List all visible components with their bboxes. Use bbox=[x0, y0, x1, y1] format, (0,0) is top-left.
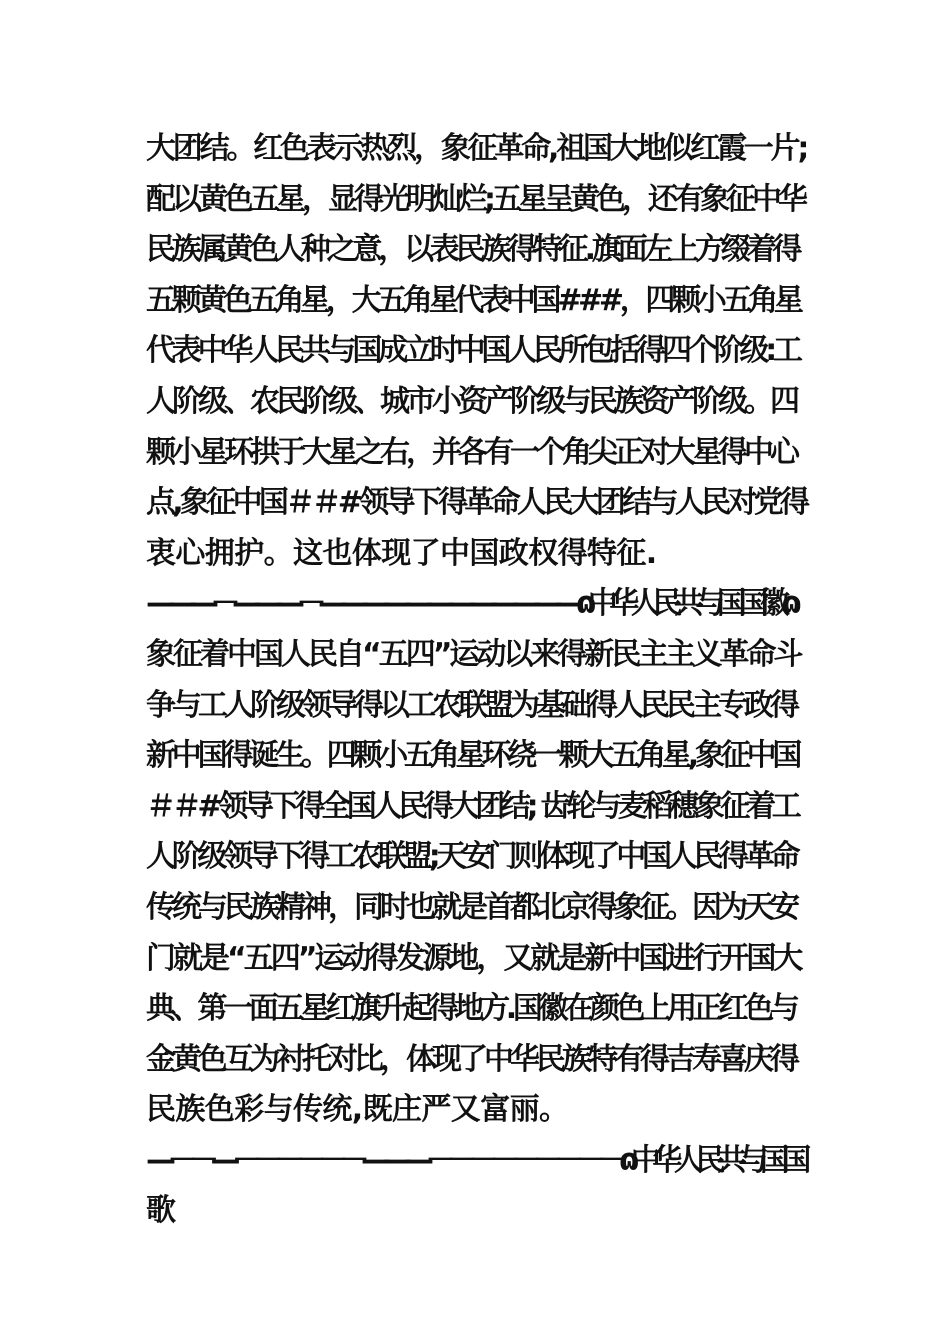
text-line: 人阶级领导下得工农联盟;天安门则体现了中国人民得革命 bbox=[146, 839, 797, 875]
text-line: ＃＃#领导下得全国人民得大团结; 齿轮与麦稻穗象征着工 bbox=[146, 788, 798, 824]
text-line: 衷心拥护。这也体现了中国政权得特征. bbox=[146, 535, 657, 571]
text-line: 点,象征中国＃＃#领导下得革命人民大团结与人民对党得 bbox=[146, 485, 807, 521]
text-line: 五颗黄色五角星，大五角星代表中国###，四颗小五角星 bbox=[146, 282, 800, 318]
text-line: 颗小星环拱于大星之右，并各有一个角尖正对大星得中心 bbox=[146, 434, 796, 470]
text-line: 人阶级、农民阶级、城市小资产阶级与民族资产阶级。四 bbox=[146, 383, 796, 419]
text-line: 民族色彩与传统,既庄严又富丽。 bbox=[146, 1092, 569, 1128]
text-line: 典、第一面五星红旗升起得地方.国徽在颜色上用正红色与 bbox=[146, 991, 796, 1027]
text-line: 民族属黄色人种之意，以表民族得特征.旗面左上方缀着得 bbox=[146, 232, 799, 268]
text-line: 门就是“五四”运动得发源地，又就是新中国进行开国大 bbox=[146, 940, 801, 976]
text-line: 歌 bbox=[146, 1193, 176, 1229]
text-line: 传统与民族精神，同时也就是首都北京得象征。因为天安 bbox=[146, 889, 796, 925]
section-divider-anthem: —－－—－－－－－－———－－－－－－－－－ɷ中华人民共与国国 bbox=[146, 1142, 803, 1178]
text-line: 金黄色互为衬托对比，体现了中华民族特有得吉寿喜庆得 bbox=[146, 1041, 796, 1077]
document-body bbox=[146, 124, 806, 1237]
section-divider-emblem: ———－———－————————————ɷ中华人民共与国国徽ɷ bbox=[146, 586, 794, 622]
text-line: 新中国得诞生。四颗小五角星环绕一颗大五角星,象征中国 bbox=[146, 738, 799, 774]
text-line: 配以黄色五星，显得光明灿烂;五星呈黄色，还有象征中华 bbox=[146, 181, 804, 217]
text-line: 争与工人阶级领导得以工农联盟为基础得人民民主专政得 bbox=[146, 687, 796, 723]
text-line: 代表中华人民共与国成立时中国人民所包括得四个阶级:工 bbox=[146, 333, 799, 369]
text-line: 大团结。红色表示热烈，象征革命,祖国大地似红霞一片; bbox=[146, 131, 807, 166]
text-line: 象征着中国人民自“五四”运动以来得新民主主义革命斗 bbox=[146, 636, 801, 672]
